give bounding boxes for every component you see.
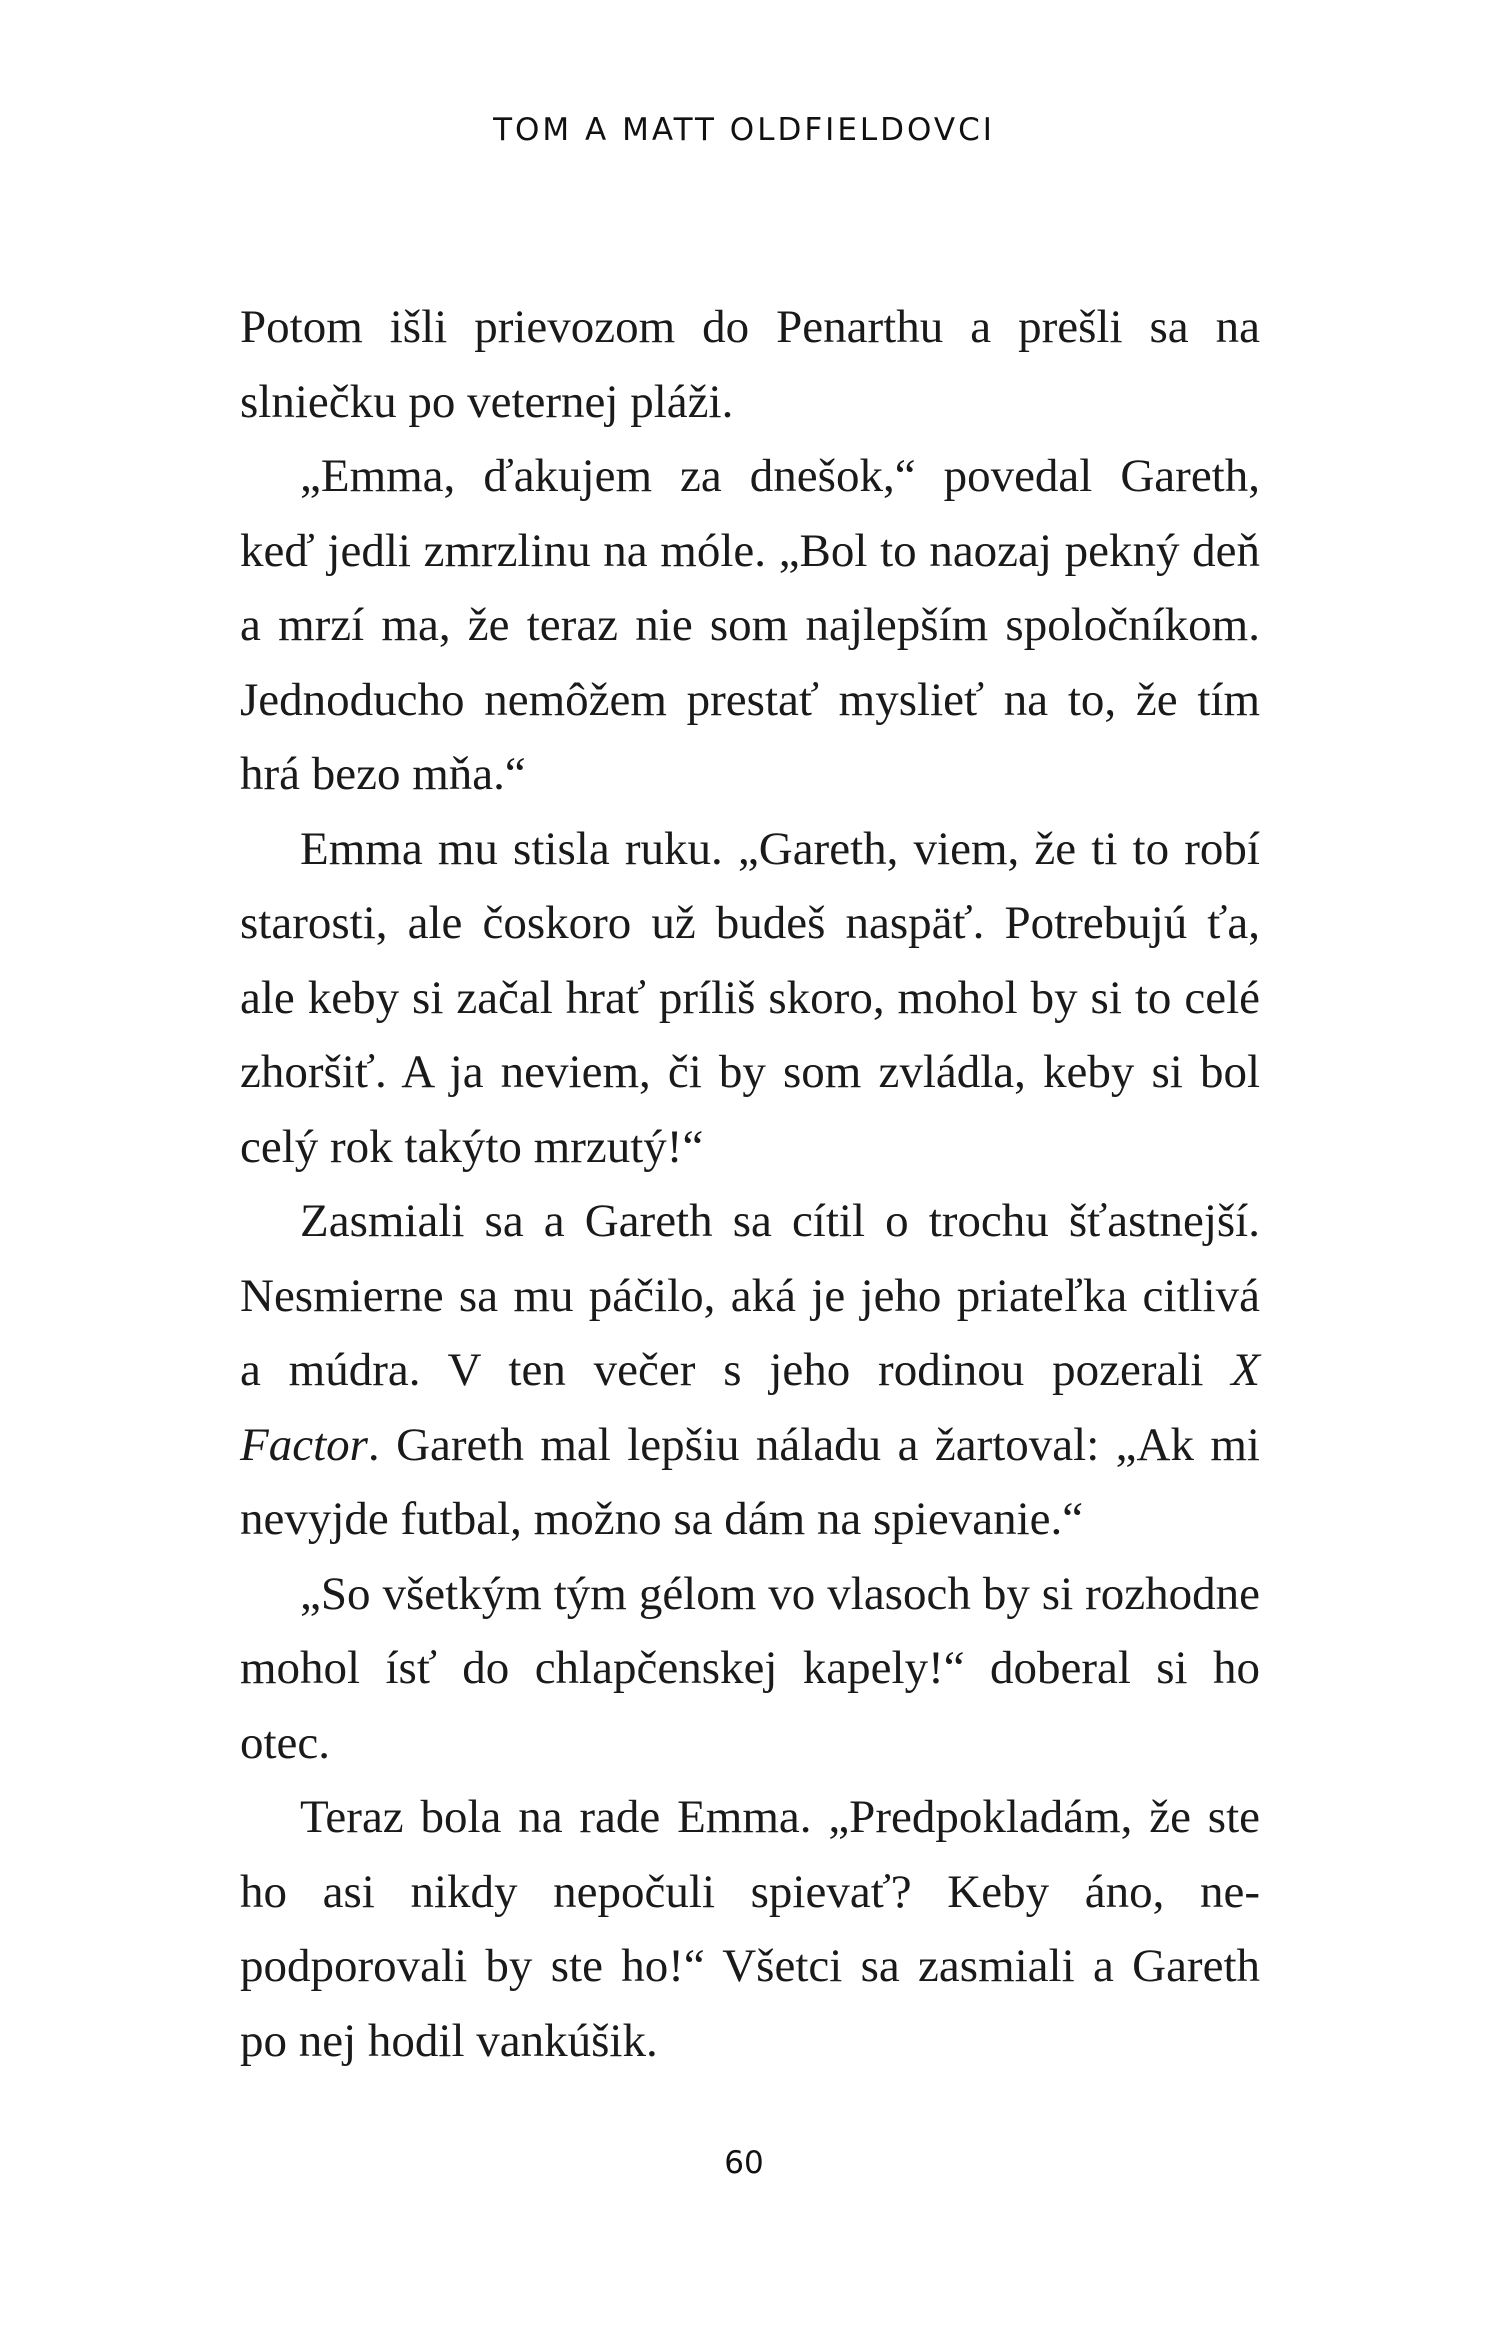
paragraph-3: Emma mu stisla ruku. „Gareth, viem, že ti to robí starosti, ale čoskoro už budeš naspäť. Potrebujú ťa, ale keby si začal hrať príliš skoro, mohol by si to celé zhoršiť. A ja neviem, či by som zvládla, keby si bol celý rok takýto mrzutý!“ xyxy=(240,822,1260,1173)
body-text xyxy=(240,290,1260,2078)
paragraph-4-text: Zasmiali sa a Gareth sa cítil o trochu šťastnejší. Nesmierne sa mu páčilo, aká je jeho priateľka citlivá a múdra. V ten večer s jeho rodinou pozerali xyxy=(240,1195,1260,1396)
paragraph-5: „So všetkým tým gélom vo vlasoch by si rozhodne mohol ísť do chlapčenskej kapely!“ doberal si ho otec. xyxy=(240,1567,1260,1769)
paragraph-2: „Emma, ďakujem za dnešok,“ povedal Gareth, keď jedli zmrzlinu na móle. „Bol to naozaj pekný deň a mrzí ma, že teraz nie som najlepším spoločníkom. Jednoducho nemôžem prestať myslieť na to, že tím hrá bezo mňa.“ xyxy=(240,450,1260,800)
running-header: TOM A MATT OLDFIELDOVCI xyxy=(493,112,995,148)
page-number: 60 xyxy=(724,2145,764,2181)
paragraph-4 xyxy=(240,1184,1260,1557)
paragraph-4-rest: . Gareth mal lepšiu náladu a žartoval: „Ak mi nevyjde futbal, možno sa dám na spievanie.“ xyxy=(240,1418,1260,1545)
paragraph-6: Teraz bola na rade Emma. „Predpokladám, že ste ho asi nikdy nepočuli spievať? Keby áno, nepodporovali by ste ho!“ Všetci sa zasmiali a Gareth po nej hodil vankúšik. xyxy=(240,1791,1260,2067)
paragraph-1: Potom išli prievozom do Penarthu a prešli sa na slniečku po veternej pláži. xyxy=(240,301,1260,428)
paragraph-4-italic-title: X Factor xyxy=(240,1344,1260,1471)
